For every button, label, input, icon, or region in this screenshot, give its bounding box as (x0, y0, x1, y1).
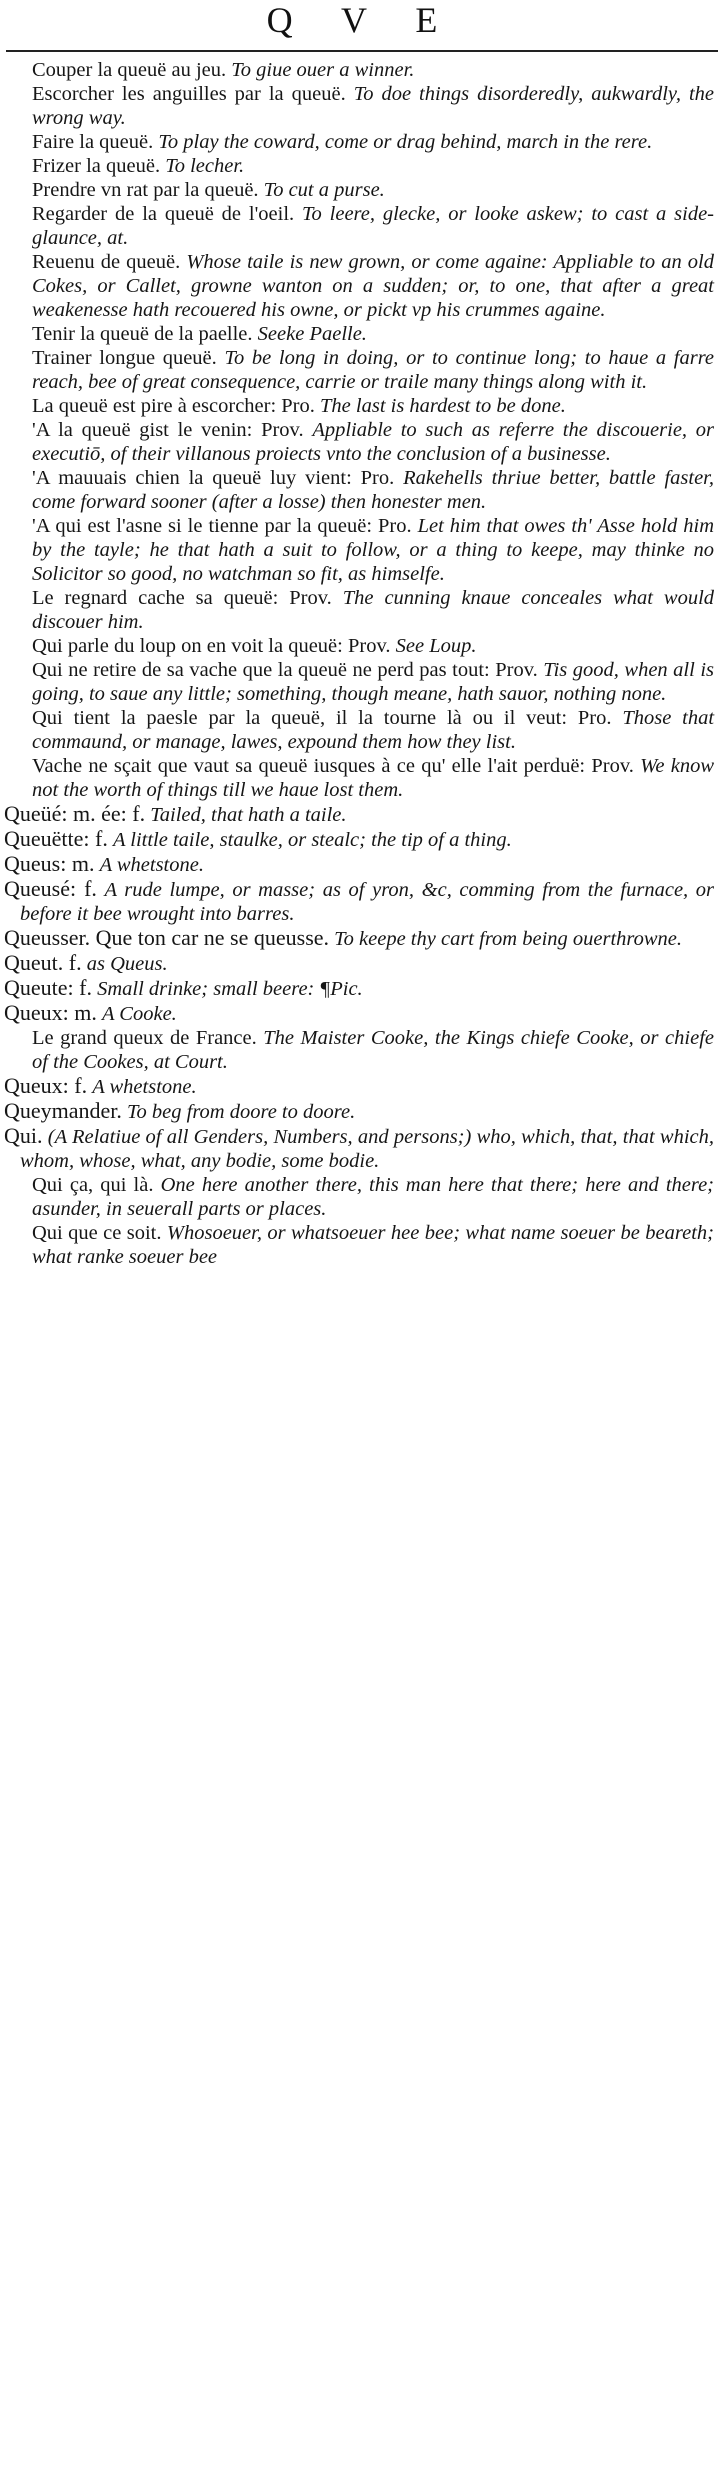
entry-english: Those that commaund, or manage, lawes, expound them how they list. (32, 707, 715, 753)
entry-french: Queuëtte: f. (4, 826, 108, 851)
entry-french: Queusé: f. (4, 876, 97, 901)
phrase-entry (0, 1173, 724, 1221)
entry-english: A whetstone. (99, 854, 204, 876)
entry-french: Escorcher les anguilles par la queuë. (32, 83, 346, 105)
entry-french: Queüé: m. ée: f. (4, 801, 146, 826)
entry-french: Queusser. Que ton car ne se queusse. (4, 925, 330, 950)
entry-english: See Loup. (395, 635, 477, 657)
running-title: Q V E (266, 0, 458, 40)
phrase-entry (0, 466, 724, 514)
entry-french: Qui ne retire de sa vache que la queuë ne perd pas tout: Prov. (32, 659, 538, 681)
entry-english: The last is hardest to be done. (320, 395, 566, 417)
entry-french: La queuë est pire à escorcher: Pro. (32, 395, 315, 417)
headword-entry (0, 877, 724, 926)
phrase-entry (0, 706, 724, 754)
headword-entry (0, 1124, 724, 1173)
entry-english: One here another there, this man here that there; here and there; asunder, in seuerall parts or places. (32, 1174, 715, 1220)
entry-french: Le grand queux de France. (32, 1027, 257, 1049)
entry-english: Tailed, that hath a taile. (150, 804, 347, 826)
entry-french: Queut. f. (4, 950, 82, 975)
entry-english: Whose taile is new grown, or come againe: Appliable to an old Cokes, or Callet, growne wanton on a sudden; or, to one, that after a great weakenesse hath recouered his owne, or pickt vp his crummes againe. (32, 251, 714, 321)
phrase-entry (0, 178, 724, 202)
phrase-entry (0, 250, 724, 322)
entry-french: Queux: f. (4, 1073, 88, 1098)
phrase-entry (0, 322, 724, 346)
entry-french: Qui ça, qui là. (32, 1174, 154, 1196)
header-rule (6, 50, 718, 52)
entry-french: Tenir la queuë de la paelle. (32, 323, 253, 345)
phrase-entry (0, 658, 724, 706)
entry-french: Qui que ce soit. (32, 1222, 162, 1244)
entry-english: Tis good, when all is going, to saue any little; something, though meane, hath sauor, nothing none. (32, 659, 715, 705)
entry-english: To leere, glecke, or looke askew; to cast a side-glaunce, at. (32, 203, 715, 249)
entry-english: A rude lumpe, or masse; as of yron, &c, comming from the furnace, or before it bee wrought into barres. (20, 879, 715, 925)
entry-english: To be long in doing, or to continue long; to haue a farre reach, bee of great consequence, carrie or traile many things along with it. (32, 347, 715, 393)
entry-french: Queus: m. (4, 851, 95, 876)
entry-english: Appliable to such as referre the discouerie, or executiō, of their villanous proiects vnto the conclusion of a businesse. (32, 419, 714, 465)
entry-french: Reuenu de queuë. (32, 251, 181, 273)
entry-french: Regarder de la queuë de l'oeil. (32, 203, 295, 225)
entry-english: To cut a purse. (263, 179, 385, 201)
entry-english: To doe things disorderedly, aukwardly, the wrong way. (32, 83, 715, 129)
phrase-entry (0, 58, 724, 82)
phrase-entry (0, 514, 724, 586)
headword-entry (0, 976, 724, 1001)
entry-french: Faire la queuë. (32, 131, 154, 153)
phrase-entry (0, 346, 724, 394)
entry-english: as Queus. (86, 953, 168, 975)
entry-english: Whosoeuer, or whatsoeuer hee bee; what name soeuer be beareth; what ranke soeuer bee (32, 1222, 714, 1268)
phrase-entry (0, 1026, 724, 1074)
entry-english: To giue ouer a winner. (231, 59, 415, 81)
entry-english: (A Relatiue of all Genders, Numbers, and persons;) who, which, that, that which, whom, whose, what, any bodie, some bodie. (20, 1126, 714, 1172)
headword-entry (0, 1001, 724, 1026)
entry-english: We know not the worth of things till we haue lost them. (32, 755, 714, 801)
entry-english: A Cooke. (102, 1003, 177, 1025)
entry-english: Rakehells thriue better, battle faster, come forward sooner (after a losse) then honester men. (32, 467, 714, 513)
headword-entry (0, 1099, 724, 1124)
headword-entry (0, 852, 724, 877)
entry-english: A little taile, staulke, or stealc; the tip of a thing. (112, 829, 512, 851)
entry-english: To lecher. (165, 155, 245, 177)
entry-english: To keepe thy cart from being ouerthrowne. (334, 928, 683, 950)
entry-english: To play the coward, come or drag behind, march in the rere. (158, 131, 653, 153)
phrase-entry (0, 754, 724, 802)
entry-english: To beg from doore to doore. (127, 1101, 356, 1123)
phrase-entry (0, 202, 724, 250)
entry-english: Small drinke; small beere: ¶Pic. (97, 978, 363, 1000)
entry-french: Frizer la queuë. (32, 155, 161, 177)
phrase-entry (0, 418, 724, 466)
entry-english: Let him that owes th' Asse hold him by the tayle; he that hath a suit to follow, or a thing to keepe, may thinke no Solicitor so good, no watchman so fit, as himselfe. (32, 515, 714, 585)
entry-french: Prendre vn rat par la queuë. (32, 179, 259, 201)
entry-french: Queymander. (4, 1098, 122, 1123)
entry-french: Couper la queuë au jeu. (32, 59, 227, 81)
phrase-entry (0, 1221, 724, 1269)
entry-french: Trainer longue queuë. (32, 347, 217, 369)
entry-french: Qui tient la paesle par la queuë, il la tourne là ou il veut: Pro. (32, 707, 612, 729)
phrase-entry (0, 586, 724, 634)
entry-french: 'A qui est l'asne si le tienne par la queuë: Pro. (32, 515, 412, 537)
entry-french: 'A mauuais chien la queuë luy vient: Pro. (32, 467, 395, 489)
phrase-entry (0, 82, 724, 130)
entry-french: Queute: f. (4, 975, 92, 1000)
entry-french: 'A la queuë gist le venin: Prov. (32, 419, 304, 441)
phrase-entry (0, 154, 724, 178)
entry-english: A whetstone. (92, 1076, 197, 1098)
entry-french: Qui parle du loup on en voit la queuë: Prov. (32, 635, 391, 657)
entry-french: Vache ne sçait que vaut sa queuë iusques à ce qu' elle l'ait perduë: Prov. (32, 755, 634, 777)
entry-english: The cunning knaue conceales what would discouer him. (32, 587, 715, 633)
entry-english: Seeke Paelle. (257, 323, 367, 345)
headword-entry (0, 926, 724, 951)
phrase-entry (0, 130, 724, 154)
entry-french: Queux: m. (4, 1000, 97, 1025)
entry-english: The Maister Cooke, the Kings chiefe Cooke, or chiefe of the Cookes, at Court. (32, 1027, 714, 1073)
headword-entry (0, 802, 724, 827)
headword-entry (0, 827, 724, 852)
phrase-entry (0, 634, 724, 658)
entry-list (0, 58, 724, 2458)
entry-french: Qui. (4, 1123, 43, 1148)
phrase-entry (0, 394, 724, 418)
headword-entry (0, 1074, 724, 1099)
headword-entry (0, 951, 724, 976)
entry-french: Le regnard cache sa queuë: Prov. (32, 587, 332, 609)
